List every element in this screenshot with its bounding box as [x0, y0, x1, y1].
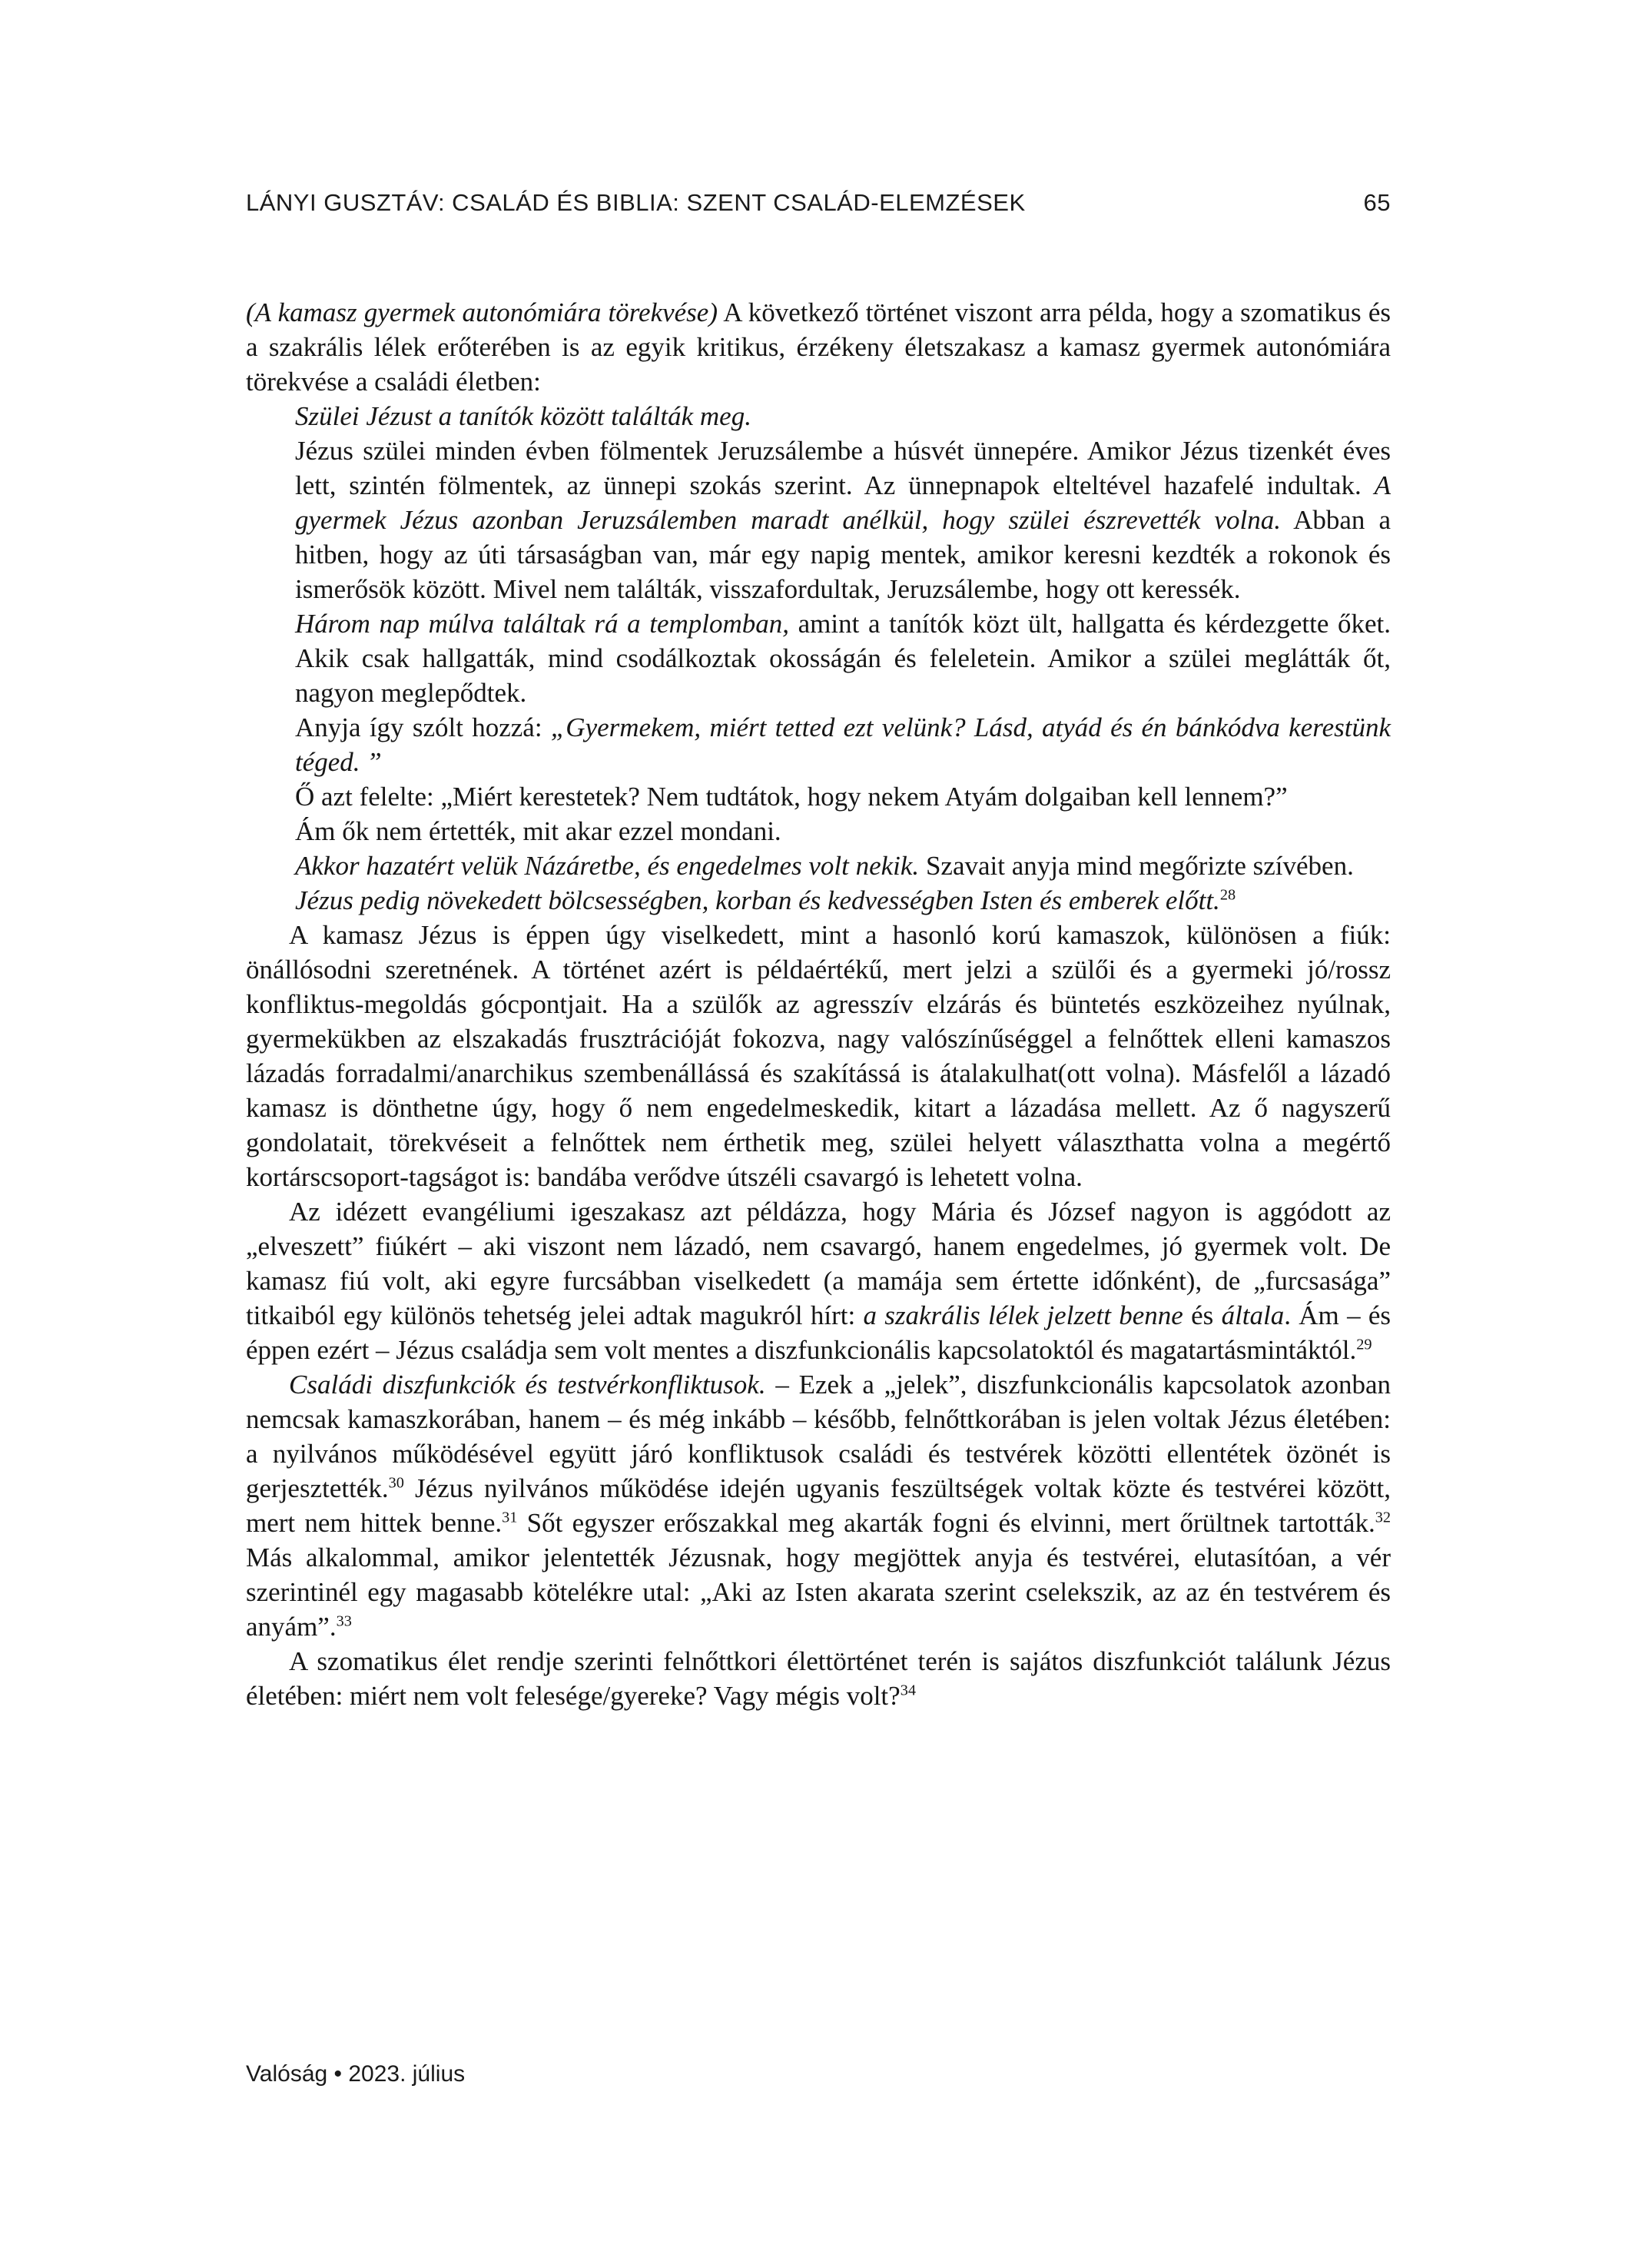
quote-paragraph-6	[295, 814, 1391, 848]
text-run: Három nap múlva találtak rá a templomban,	[295, 609, 790, 639]
text-run: Szülei Jézust a tanítók között találták meg.	[295, 401, 751, 431]
quote-paragraph-7	[295, 848, 1391, 883]
quote-paragraph-5	[295, 779, 1391, 814]
paragraph-commentary-3	[246, 1367, 1391, 1644]
text-run: Ám ők nem értették, mit akar ezzel mondani.	[295, 816, 781, 846]
footnote-ref: 29	[1356, 1336, 1372, 1353]
text-run: (A kamasz gyermek autonómiára törekvése)	[246, 297, 718, 327]
footnote-ref: 34	[900, 1682, 916, 1699]
text-run: A kamasz Jézus is éppen úgy viselkedett, mint a hasonló korú kamaszok, különösen a fiúk: önállósodni szeretnének. A történet azért is példaértékű, mert jelzi a szülői és a gyermeki jó/rossz konfliktus-megoldás gócpontjait. Ha a szülők az agresszív elzárás és büntetés eszközeihez nyúlnak, gyermekükben az elszakadás frusztrációját fokozva, nagy valószínűséggel a felnőttek elleni kamaszos lázadás forradalmi/anarchikus szembenállássá és szakítássá is átalakulhat(ott volna). Másfelől a lázadó kamasz is dönthetne úgy, hogy ő nem engedelmeskedik, kitart a lázadása mellett. Az ő nagyszerű gondolatait, törekvéseit a felnőttek nem érthetik meg, szülei helyett választhatta volna a megértő kortárscsoport-tagságot is: bandába verődve útszéli csavargó is lehetett volna.	[246, 920, 1391, 1192]
footnote-ref: 32	[1375, 1509, 1391, 1526]
page-footer	[246, 2061, 465, 2087]
text-run: Sőt egyszer erőszakkal meg akarták fogni és elvinni, mert őrültnek tartották.	[517, 1508, 1375, 1538]
quote-paragraph-3	[295, 606, 1391, 710]
text-run: – Ezek a „jelek”, diszfunkcionális kapcsolatok azonban nemcsak kamaszkorában, hanem – és még inkább – később, felnőttkorában is jelen voltak Jézus életében: a nyilvános működésével együtt járó konfliktusok családi és testvérek közötti ellentétek özönét is gerjesztették.	[246, 1370, 1391, 1503]
footnote-ref: 30	[388, 1474, 404, 1492]
text-run: és	[1183, 1300, 1222, 1330]
text-run: Abban a hitben, hogy az úti társaságban van, már egy napig mentek, amikor keresni kezdték a rokonok és ismerősök között. Mivel nem találták, visszafordultak, Jeruzsálembe, hogy ott keressék.	[295, 505, 1392, 604]
quote-paragraph-4	[295, 710, 1391, 779]
text-run: „Gyermekem, miért tetted ezt velünk? Lásd, atyád és én bánkódva kerestünk téged. ”	[295, 712, 1391, 777]
text-run: Szavait anyja mind megőrizte szívében.	[919, 851, 1354, 881]
quote-paragraph-1	[295, 399, 1391, 433]
text-run: A gyermek Jézus azonban Jeruzsálemben maradt anélkül, hogy szülei észrevették volna.	[295, 470, 1391, 535]
running-header-title: LÁNYI GUSZTÁV: CSALÁD ÉS BIBLIA: SZENT CSALÁD-ELEMZÉSEK	[246, 189, 1026, 216]
quote-paragraph-8	[295, 883, 1391, 918]
text-run: Családi diszfunkciók és testvérkonfliktusok.	[289, 1370, 766, 1400]
text-run: Más alkalommal, amikor jelentették Jézusnak, hogy megjöttek anyja és testvérei, elutasítóan, a vér szerintinél egy magasabb kötelékre utal: „Aki az Isten akarata szerint cselekszik, az az én testvérem és anyám”.	[246, 1542, 1391, 1642]
text-run: a szakrális lélek jelzett benne	[863, 1300, 1183, 1330]
page-number: 65	[1363, 189, 1391, 216]
footnote-ref: 33	[336, 1612, 352, 1630]
paragraph-commentary-1	[246, 918, 1391, 1194]
quote-paragraph-2	[295, 433, 1391, 606]
text-run: . Ám – és éppen ezért – Jézus családja sem volt mentes a diszfunkcionális kapcsolatoktól és magatartásmintáktól.	[246, 1300, 1392, 1365]
journal-footer-text: Valóság • 2023. július	[246, 2061, 466, 2087]
text-run: Jézus nyilvános működése idején ugyanis feszültségek voltak közte és testvérei között, mert nem hittek benne.	[246, 1473, 1391, 1538]
text-run: Jézus szülei minden évben fölmentek Jeruzsálembe a húsvét ünnepére. Amikor Jézus tizenkét éves lett, szintén fölmentek, az ünnepi szokás szerint. Az ünnepnapok elteltével hazafelé indultak.	[295, 436, 1391, 500]
paragraph-commentary-2	[246, 1194, 1391, 1367]
text-run: Ő azt felelte: „Miért kerestetek? Nem tudtátok, hogy nekem Atyám dolgaiban kell lennem?”	[295, 782, 1288, 812]
text-run: A szomatikus élet rendje szerinti felnőttkori élettörténet terén is sajátos diszfunkciót találunk Jézus életében: miért nem volt felesége/gyereke? Vagy mégis volt?	[246, 1646, 1391, 1711]
text-run: általa	[1221, 1300, 1285, 1330]
scripture-quote-block	[295, 399, 1391, 918]
paragraph-commentary-4	[246, 1644, 1391, 1713]
text-run: Jézus pedig növekedett bölcsességben, korban és kedvességben Isten és emberek előtt.	[295, 885, 1220, 915]
text-run: amint a tanítók közt ült, hallgatta és kérdezgette őket. Akik csak hallgatták, mind csodálkoztak okosságán és feleletein. Amikor a szülei meglátták őt, nagyon meglepődtek.	[295, 609, 1391, 708]
text-run: Akkor hazatért velük Názáretbe, és engedelmes volt nekik.	[295, 851, 920, 881]
text-run: Anyja így szólt hozzá:	[295, 712, 551, 742]
page-header	[246, 189, 1391, 217]
text-column	[246, 295, 1391, 1713]
paragraph-intro	[246, 295, 1391, 399]
footnote-ref: 28	[1219, 886, 1236, 904]
text-run: A következő történet viszont arra példa, hogy a szomatikus és a szakrális lélek erőterében is az egyik kritikus, érzékeny életszakasz a kamasz gyermek autonómiára törekvése a családi életben:	[246, 297, 1391, 397]
text-run: Az idézett evangéliumi igeszakasz azt példázza, hogy Mária és József nagyon is aggódott az „elveszett” fiúkért – aki viszont nem lázadó, nem csavargó, hanem engedelmes, jó gyermek volt. De kamasz fiú volt, aki egyre furcsábban viselkedett (a mamája sem értette időnként), de „furcsasága” titkaiból egy különös tehetség jelei adtak magukról hírt:	[246, 1197, 1391, 1330]
footnote-ref: 31	[502, 1509, 518, 1526]
